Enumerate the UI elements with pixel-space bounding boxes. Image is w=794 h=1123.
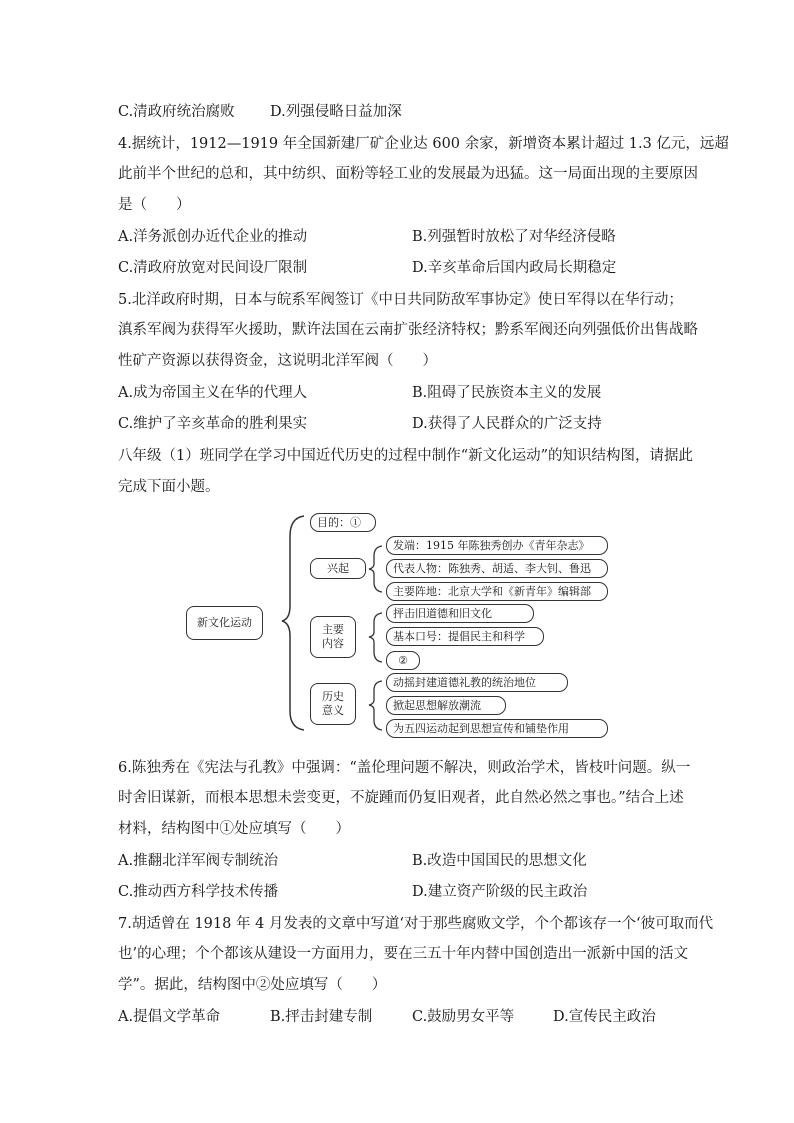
q6-option-c: C.推动西方科学技术传播 — [118, 884, 279, 900]
q6-option-d: D.建立资产阶级的民主政治 — [412, 884, 588, 900]
q5-option-a: A.成为帝国主义在华的代理人 — [118, 385, 308, 401]
q7-option-d: D.宣传民主政治 — [553, 1009, 656, 1025]
q7-stem-line-1: 7.胡适曾在 1918 年 4 月发表的文章中写道‘对于那些腐败文学，个个都该存一个‘彼可取而代 — [118, 916, 714, 932]
rise-item-2: 代表人物：陈独秀、胡适、李大钊、鲁迅 — [386, 559, 608, 578]
q5-option-b: B.阻碍了民族资本主义的发展 — [412, 385, 602, 401]
q5-option-d: D.获得了人民群众的广泛支持 — [412, 416, 602, 432]
meaning-label-line-2: 意义 — [322, 704, 344, 717]
q4-stem-line-3: 是（ ） — [118, 197, 191, 213]
diagram-meaning — [310, 683, 356, 725]
diagram-content — [310, 616, 356, 658]
q6-stem-line-2: 时舍旧谋新，而根本思想未尝变更，不旋踵而仍复旧观者，此自然必然之事也。”结合上述 — [118, 790, 684, 806]
meaning-label-line-1: 历史 — [322, 690, 344, 703]
meaning-item-2: 掀起思想解放潮流 — [386, 696, 506, 715]
q7-option-b: B.抨击封建专制 — [270, 1009, 373, 1025]
content-label-line-1: 主要 — [322, 623, 344, 636]
q5-stem-line-3: 性矿产资源以获得资金，这说明北洋军阀（ ） — [118, 353, 437, 369]
q7-option-a: A.提倡文学革命 — [118, 1009, 221, 1025]
rise-item-3: 主要阵地：北京大学和《新青年》编辑部 — [386, 582, 608, 601]
q6-stem-line-3: 材料，结构图中①处应填写（ ） — [118, 821, 350, 837]
q7-stem-line-2: 也’的心理；个个都该从建设一方面用力，要在三五十年内替中国创造出一派新中国的活文 — [118, 946, 689, 962]
rise-item-1: 发端：1915 年陈独秀创办《青年杂志》 — [386, 536, 608, 555]
meaning-item-1: 动摇封建道德礼教的统治地位 — [386, 673, 568, 692]
diagram-rise: 兴起 — [310, 558, 366, 579]
intro-line-2: 完成下面小题。 — [118, 479, 220, 495]
q6-option-b: B.改造中国国民的思想文化 — [412, 853, 587, 869]
content-label-line-2: 内容 — [322, 637, 344, 650]
q4-option-b: B.列强暂时放松了对华经济侵略 — [412, 229, 616, 245]
knowledge-structure-diagram — [186, 506, 616, 746]
content-item-1: 抨击旧道德和旧文化 — [386, 604, 534, 623]
q4-stem-line-2: 此前半个世纪的总和，其中纺织、面粉等轻工业的发展最为迅猛。这一局面出现的主要原因 — [118, 166, 698, 182]
content-item-2: 基本口号：提倡民主和科学 — [386, 627, 544, 646]
q4-option-d: D.辛亥革命后国内政局长期稳定 — [412, 260, 617, 276]
diagram-goal: 目的：① — [310, 513, 376, 532]
q5-option-c: C.维护了辛亥革命的胜利果实 — [118, 416, 308, 432]
q4-option-c: C.清政府放宽对民间设厂限制 — [118, 260, 308, 276]
q7-option-c: C.鼓励男女平等 — [412, 1009, 515, 1025]
q6-option-a: A.推翻北洋军阀专制统治 — [118, 853, 279, 869]
q5-stem-line-1: 5.北洋政府时期，日本与皖系军阀签订《中日共同防敌军事协定》使日军得以在华行动； — [118, 292, 683, 308]
diagram-root: 新文化运动 — [186, 606, 263, 640]
intro-line-1: 八年级（1）班同学在学习中国近代历史的过程中制作“新文化运动”的知识结构图，请据此 — [118, 448, 694, 464]
q4-option-a: A.洋务派创办近代企业的推动 — [118, 229, 308, 245]
q3-option-c: C.清政府统治腐败 — [118, 104, 235, 120]
q4-stem-line-1: 4.据统计，1912—1919 年全国新建厂矿企业达 600 余家，新增资本累计超过 1.3 亿元，远超 — [118, 136, 729, 152]
q7-stem-line-3: 学”。据此，结构图中②处应填写（ ） — [118, 977, 387, 993]
q6-stem-line-1: 6.陈独秀在《宪法与孔教》中强调：“盖伦理问题不解决，则政治学术，皆枝叶问题。纵一 — [118, 760, 691, 776]
q5-stem-line-2: 滇系军阀为获得军火援助，默许法国在云南扩张经济特权；黔系军阀还向列强低价出售战略 — [118, 322, 698, 338]
q3-option-d: D.列强侵略日益加深 — [270, 104, 402, 120]
content-item-3: ② — [386, 651, 420, 670]
meaning-item-3: 为五四运动起到思想宣传和铺垫作用 — [386, 719, 608, 738]
